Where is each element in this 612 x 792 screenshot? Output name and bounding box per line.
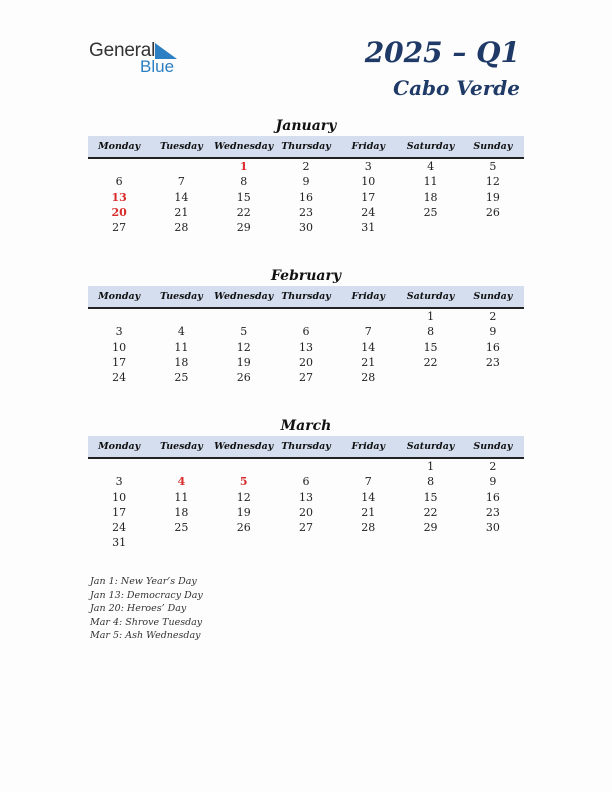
holiday-note: Mar 5: Ash Wednesday xyxy=(90,630,201,642)
empty-day-cell xyxy=(150,309,212,324)
day-grid xyxy=(88,309,524,385)
day-cell: 22 xyxy=(423,355,438,369)
day-cell: 6 xyxy=(302,475,310,489)
holiday-note: Jan 1: New Year’s Day xyxy=(90,576,197,587)
month-block-january xyxy=(88,116,524,235)
day-cell: 24 xyxy=(112,371,127,385)
day-cell: 30 xyxy=(485,521,500,535)
holiday-note: Jan 13: Democracy Day xyxy=(90,589,203,601)
day-cell: 26 xyxy=(236,521,251,535)
day-grid xyxy=(88,459,524,551)
holiday-day-cell: 20 xyxy=(111,205,127,219)
day-cell: 8 xyxy=(240,175,248,189)
month-block-february xyxy=(88,266,524,385)
empty-day-cell xyxy=(337,459,399,474)
day-cell: 17 xyxy=(112,505,127,519)
day-cell: 25 xyxy=(423,205,438,219)
day-cell: 19 xyxy=(236,355,251,369)
page-title: 2025 – Q1 xyxy=(364,36,520,69)
weekday-label: Saturday xyxy=(406,291,455,302)
month-block-march xyxy=(88,416,524,551)
holiday-notes xyxy=(90,575,203,643)
day-cell: 15 xyxy=(236,190,251,204)
day-cell: 10 xyxy=(112,340,127,354)
country-name: Cabo Verde xyxy=(393,76,520,100)
empty-day-cell xyxy=(150,159,212,174)
day-cell: 6 xyxy=(302,325,310,339)
day-cell: 18 xyxy=(423,190,438,204)
brand-word-blue: Blue xyxy=(140,57,175,76)
holiday-day-cell: 1 xyxy=(239,160,248,173)
day-cell: 15 xyxy=(423,340,438,354)
day-cell: 8 xyxy=(427,475,435,489)
empty-day-cell xyxy=(275,459,337,474)
day-cell: 11 xyxy=(423,175,438,189)
month-title: February xyxy=(270,268,341,284)
holiday-note: Jan 20: Heroes’ Day xyxy=(90,603,187,615)
empty-day-cell xyxy=(88,159,150,174)
day-cell: 6 xyxy=(115,175,123,189)
day-cell: 29 xyxy=(423,521,438,535)
day-cell: 13 xyxy=(298,490,313,504)
day-cell: 2 xyxy=(302,160,310,173)
day-cell: 30 xyxy=(298,221,313,235)
day-cell: 16 xyxy=(298,190,313,204)
weekday-label: Sunday xyxy=(473,291,513,302)
day-cell: 3 xyxy=(115,475,123,489)
day-cell: 9 xyxy=(302,175,310,189)
day-cell: 23 xyxy=(485,505,500,519)
empty-day-cell xyxy=(275,309,337,324)
weekday-label: Saturday xyxy=(406,441,455,452)
holiday-note: Mar 4: Shrove Tuesday xyxy=(90,616,203,628)
day-cell: 18 xyxy=(174,505,189,519)
day-cell: 19 xyxy=(485,190,500,204)
day-cell: 1 xyxy=(427,310,435,323)
day-cell: 26 xyxy=(236,371,251,385)
day-cell: 7 xyxy=(177,175,185,189)
weekday-label: Wednesday xyxy=(214,291,274,302)
day-cell: 25 xyxy=(174,371,189,385)
day-cell: 13 xyxy=(298,340,313,354)
weekday-label: Tuesday xyxy=(160,141,203,152)
brand-word-general: General xyxy=(89,40,156,61)
holiday-day-cell: 4 xyxy=(177,475,186,489)
weekday-label: Tuesday xyxy=(160,441,203,452)
day-cell: 11 xyxy=(174,490,189,504)
weekday-label: Saturday xyxy=(406,141,455,152)
day-cell: 27 xyxy=(112,221,127,235)
day-grid xyxy=(88,159,524,235)
day-cell: 31 xyxy=(361,221,376,235)
day-cell: 20 xyxy=(298,505,313,519)
day-cell: 12 xyxy=(236,340,251,354)
month-title: March xyxy=(280,418,332,434)
day-cell: 9 xyxy=(489,475,497,489)
empty-day-cell xyxy=(213,309,275,324)
day-cell: 5 xyxy=(240,325,248,339)
weekday-label: Friday xyxy=(351,441,386,452)
day-cell: 27 xyxy=(298,371,313,385)
day-cell: 8 xyxy=(427,325,435,339)
day-cell: 22 xyxy=(236,205,251,219)
day-cell: 10 xyxy=(112,490,127,504)
day-cell: 24 xyxy=(112,521,127,535)
holiday-day-cell: 13 xyxy=(111,190,127,204)
day-cell: 18 xyxy=(174,355,189,369)
day-cell: 10 xyxy=(361,175,376,189)
weekday-label: Sunday xyxy=(473,441,513,452)
day-cell: 21 xyxy=(361,505,376,519)
day-cell: 4 xyxy=(177,325,185,339)
day-cell: 16 xyxy=(485,490,500,504)
day-cell: 7 xyxy=(364,325,372,339)
day-cell: 23 xyxy=(298,205,313,219)
day-cell: 31 xyxy=(112,536,127,550)
weekday-label: Sunday xyxy=(473,141,513,152)
day-cell: 19 xyxy=(236,505,251,519)
weekday-label: Monday xyxy=(98,141,141,152)
weekday-label: Tuesday xyxy=(160,291,203,302)
day-cell: 9 xyxy=(489,325,497,339)
empty-day-cell xyxy=(88,459,150,474)
empty-day-cell xyxy=(337,309,399,324)
day-cell: 14 xyxy=(361,490,376,504)
empty-day-cell xyxy=(88,309,150,324)
day-cell: 25 xyxy=(174,521,189,535)
weekday-label: Wednesday xyxy=(214,141,274,152)
weekday-label: Friday xyxy=(351,141,386,152)
day-cell: 26 xyxy=(485,205,500,219)
weekday-label: Thursday xyxy=(281,441,331,452)
day-cell: 29 xyxy=(236,221,251,235)
weekday-label: Monday xyxy=(98,441,141,452)
day-cell: 24 xyxy=(361,205,376,219)
day-cell: 11 xyxy=(174,340,189,354)
day-cell: 16 xyxy=(485,340,500,354)
weekday-label: Thursday xyxy=(281,141,331,152)
day-cell: 1 xyxy=(427,460,435,473)
day-cell: 17 xyxy=(112,355,127,369)
month-title: January xyxy=(275,118,337,134)
day-cell: 3 xyxy=(115,325,123,339)
day-cell: 21 xyxy=(361,355,376,369)
day-cell: 2 xyxy=(489,310,497,323)
brand-logo xyxy=(89,40,189,76)
weekday-label: Friday xyxy=(351,291,386,302)
weekday-label: Thursday xyxy=(281,291,331,302)
day-cell: 27 xyxy=(298,521,313,535)
weekday-label: Monday xyxy=(98,291,141,302)
day-cell: 21 xyxy=(174,205,189,219)
empty-day-cell xyxy=(150,459,212,474)
day-cell: 12 xyxy=(236,490,251,504)
day-cell: 7 xyxy=(364,475,372,489)
day-cell: 28 xyxy=(174,221,189,235)
day-cell: 17 xyxy=(361,190,376,204)
weekday-header xyxy=(88,286,524,309)
day-cell: 14 xyxy=(361,340,376,354)
weekday-label: Wednesday xyxy=(214,441,274,452)
weekday-header xyxy=(88,436,524,459)
day-cell: 23 xyxy=(485,355,500,369)
day-cell: 15 xyxy=(423,490,438,504)
day-cell: 28 xyxy=(361,371,376,385)
day-cell: 3 xyxy=(364,160,372,173)
holiday-day-cell: 5 xyxy=(239,475,248,489)
day-cell: 20 xyxy=(298,355,313,369)
weekday-header xyxy=(88,136,524,159)
empty-day-cell xyxy=(213,459,275,474)
day-cell: 5 xyxy=(489,160,497,173)
day-cell: 22 xyxy=(423,505,438,519)
day-cell: 2 xyxy=(489,460,497,473)
day-cell: 4 xyxy=(427,160,435,173)
day-cell: 12 xyxy=(485,175,500,189)
day-cell: 28 xyxy=(361,521,376,535)
day-cell: 14 xyxy=(174,190,189,204)
